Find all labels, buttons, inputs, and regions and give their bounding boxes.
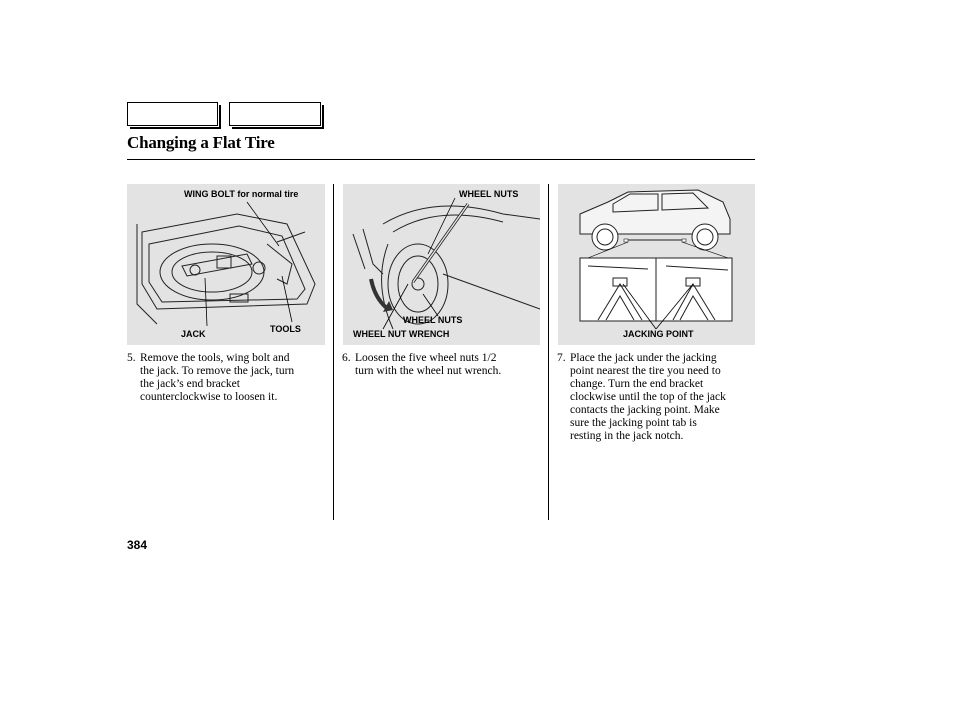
step-text — [570, 352, 726, 443]
nav-tab-left[interactable] — [127, 102, 218, 126]
step-line: contacts the jacking point. Make — [570, 404, 720, 416]
step-line: the jack’s end bracket — [140, 378, 240, 390]
step-line: sure the jacking point tab is — [570, 417, 697, 429]
jack-drawing — [558, 184, 755, 345]
step-text — [140, 352, 294, 404]
step-line: clockwise until the top of the jack — [570, 391, 726, 403]
step-text — [355, 352, 501, 378]
step-line: the jack. To remove the jack, turn — [140, 365, 295, 377]
step-number: 5. — [127, 352, 136, 364]
wheel-nuts-label-top: WHEEL NUTS — [459, 189, 519, 199]
page-title: Changing a Flat Tire — [127, 133, 275, 152]
wheel-nut-wrench-label: WHEEL NUT WRENCH — [353, 329, 450, 339]
trunk-illustration — [127, 184, 325, 345]
step-line: Loosen the five wheel nuts 1/2 — [355, 352, 497, 364]
page-number: 384 — [127, 538, 148, 552]
step-line: resting in the jack notch. — [570, 430, 684, 442]
wing-bolt-label: WING BOLT for normal tire — [184, 189, 299, 199]
nav-tab-right[interactable] — [229, 102, 321, 126]
step-line: Place the jack under the jacking — [570, 352, 717, 364]
jack-label: JACK — [181, 329, 206, 339]
step-line: Remove the tools, wing bolt and — [140, 352, 290, 364]
column-divider-2 — [548, 184, 549, 520]
step-number: 7. — [557, 352, 566, 364]
step-line: point nearest the tire you need to — [570, 365, 721, 377]
step-line: counterclockwise to loosen it. — [140, 391, 278, 403]
step-line: change. Turn the end bracket — [570, 378, 704, 390]
step-number: 6. — [342, 352, 351, 364]
title-divider — [127, 159, 755, 160]
tools-label: TOOLS — [270, 324, 301, 334]
trunk-drawing — [127, 184, 325, 345]
wheel-illustration — [343, 184, 540, 345]
step-line: turn with the wheel nut wrench. — [355, 365, 502, 377]
column-divider-1 — [333, 184, 334, 520]
jacking-point-label: JACKING POINT — [623, 329, 694, 339]
wheel-nuts-label-bottom: WHEEL NUTS — [403, 315, 463, 325]
jacking-point-illustration — [558, 184, 755, 345]
